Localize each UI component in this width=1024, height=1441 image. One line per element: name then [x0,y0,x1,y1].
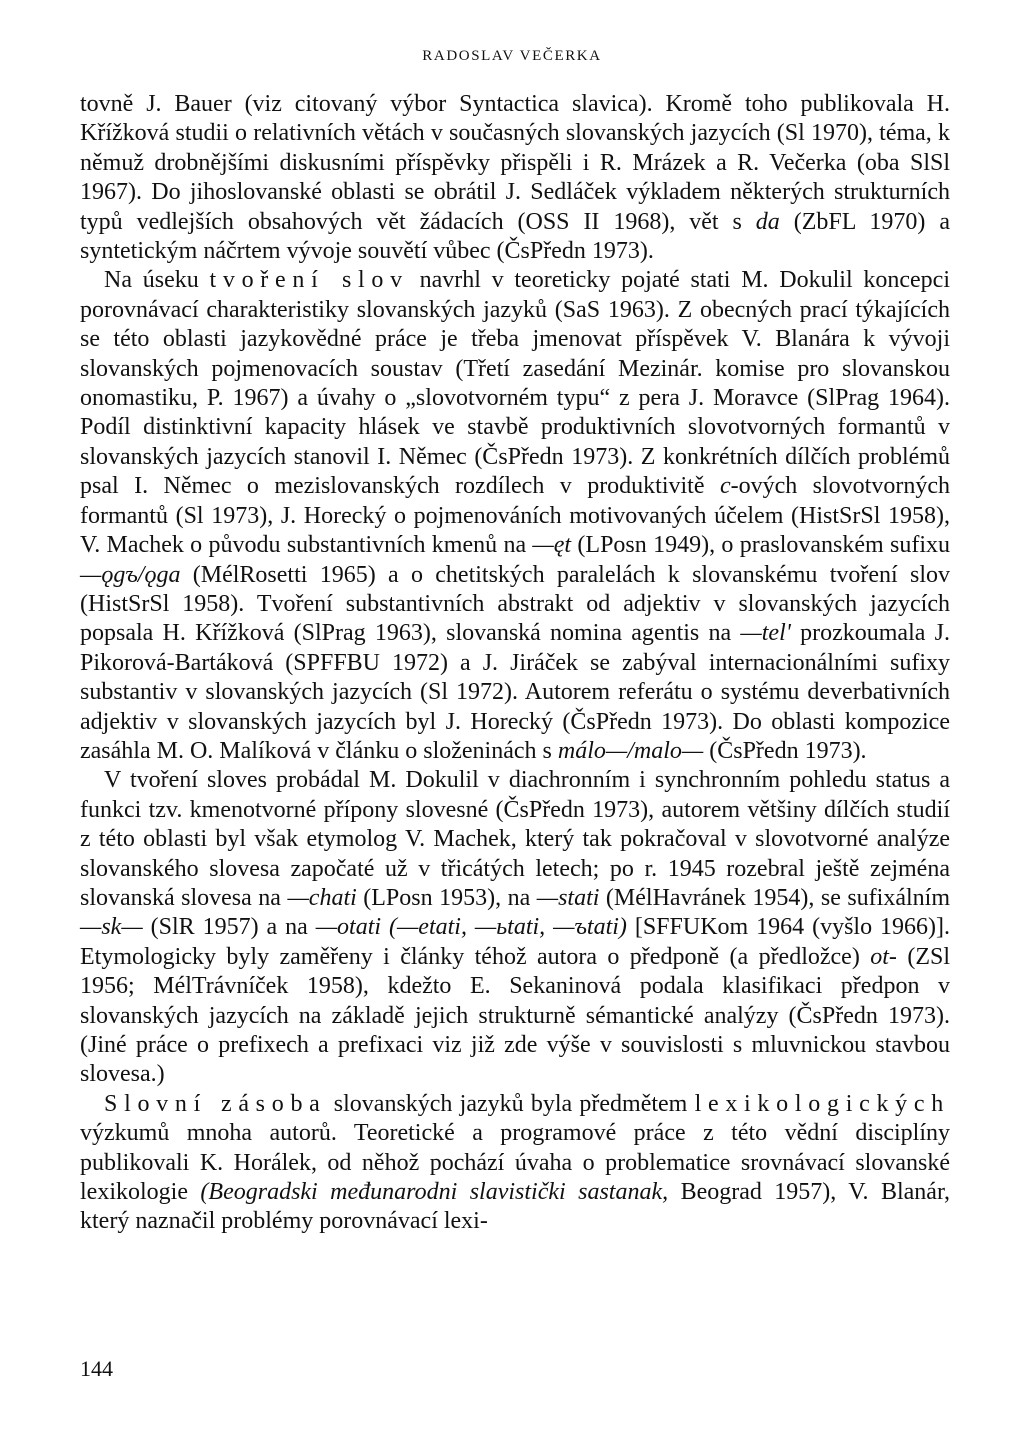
spaced-term: Slovní zásoba [104,1090,327,1117]
italic-term: —ǫgъ/ǫga [80,561,181,588]
italic-term: da [755,208,780,235]
italic-term: —chati [287,884,357,911]
italic-term: —ęt [532,532,572,559]
paragraph-4: Slovní zásoba slovanských jazyků byla předmětem lexikologických výzkumů mnoha autorů. Teoretické a programové práce z této vědní disciplíny publikovali K. Horálek, od něhož pochází úvaha o problematice srovnávací slovanské lexikologie (Beogradski međunarodni slavistički sastanak, Beograd 1957), V. Blanár, který naznačil problémy porovnávací lexi- [80,1090,950,1235]
page-number: 144 [80,1356,113,1381]
spaced-term: tvoření slov [209,267,409,294]
italic-term: —tel' [740,620,791,647]
paragraph-3: V tvoření sloves probádal M. Dokulil v diachronním i synchronním pohledu status a funkci tzv. kmenotvorné přípony slovesné (ČsPředn 1973), autorem většiny dílčích studií z této oblasti byl však etymolog V. Machek, který tak pokračoval v slovotvorné analýze slovanského slovesa započaté už v třicátých letech; po r. 1945 rozebral ještě zejména slovanská slovesa na —chati (LPosn 1953), na —stati (MélHavránek 1954), se sufixálním —sk— (SlR 1957) a na —otati (—etati, —ьtati, —ъtati) [SFFUKom 1964 (vyšlo 1966)]. Etymologicky byly zaměřeny i články téhož autora o předponě (a předložce) ot- (ZSl 1956; MélTrávníček 1958), kdežto E. Sekaninová podala klasifikaci předpon v slovanských jazycích na základě jejich strukturně sémantické analýzy (ČsPředn 1973). (Jiné práce o prefixech a prefixaci viz již zde výše v souvislosti s mluvnickou stavbou slovesa.) [80,767,951,1088]
italic-term: —stati [536,884,600,911]
italic-term: —otati (—etati, —ьtati, —ъtati) [315,914,627,941]
spaced-term: lexikologických [694,1090,950,1117]
italic-term: málo—/malo— [557,737,704,764]
italic-title: (Beogradski međunarodni slavistički sastanak, [200,1179,669,1206]
paragraph-2: Na úseku tvoření slov navrhl v teoreticky pojaté stati M. Dokulil koncepci porovnávací charakteristiky slovanských jazyků (SaS 1963). Z obecných prací týkajících se této oblasti jazykovědné práce je třeba jmenovat příspěvek V. Blanára k vývoji slovanských pojmenovacích soustav (Třetí zasedání Mezinár. komise pro slovanskou onomastiku, P. 1967) a úvahy o „slovotvorném typu“ z pera J. Moravce (SlPrag 1964). Podíl distinktivní kapacity hlásek ve stavbě produktivních slovotvorných formantů v slovanských jazycích stanovil I. Němec (ČsPředn 1973). Z konkrétních dílčích problémů psal I. Němec o mezislovanských rozdílech v produktivitě c-ových slovotvorných formantů (Sl 1973), J. Horecký o pojmenováních motivovaných účelem (HistSrSl 1958), V. Machek o původu substantivních kmenů na —ęt (LPosn 1949), o praslovanském sufixu —ǫgъ/ǫga (MélRosetti 1965) a o chetitských paralelách k slovanskému tvoření slov (HistSrSl 1958). Tvoření substantivních abstrakt od adjektiv v slovanských jazycích popsala H. Křížková (SlPrag 1963), slovanská nomina agentis na —tel' prozkoumala J. Pikorová-Bartáková (SPFFBU 1972) a J. Jiráček se zabýval internacionálními sufixy substantiv v slovanských jazycích (Sl 1972). Autorem referátu o systému deverbativních adjektiv v slovanských jazycích byl J. Horecký (ČsPředn 1973). Do oblasti kompozice zasáhla M. O. Malíková v článku o složeninách s málo—/malo— (ČsPředn 1973). [80,267,950,764]
italic-term: ot- [870,943,897,970]
italic-term: c [719,473,731,500]
paragraph-1: tovně J. Bauer (viz citovaný výbor Syntactica slavica). Kromě toho publikovala H. Křížková studii o relativních větách v současných slovanských jazycích (Sl 1970), téma, k němuž drobnějšími diskusními příspěvky přispěli i R. Mrázek a R. Večerka (oba SlSl 1967). Do jihoslovanské oblasti se obrátil J. Sedláček výkladem některých strukturních typů vedlejších obsahových vět žádacích (OSS II 1968), vět s da (ZbFL 1970) a syntetickým náčrtem vývoje souvětí vůbec (ČsPředn 1973). [80,91,950,265]
body-text [80,90,950,1237]
italic-term: —sk— [80,914,143,941]
running-head: RADOSLAV VEČERKA [422,48,602,64]
